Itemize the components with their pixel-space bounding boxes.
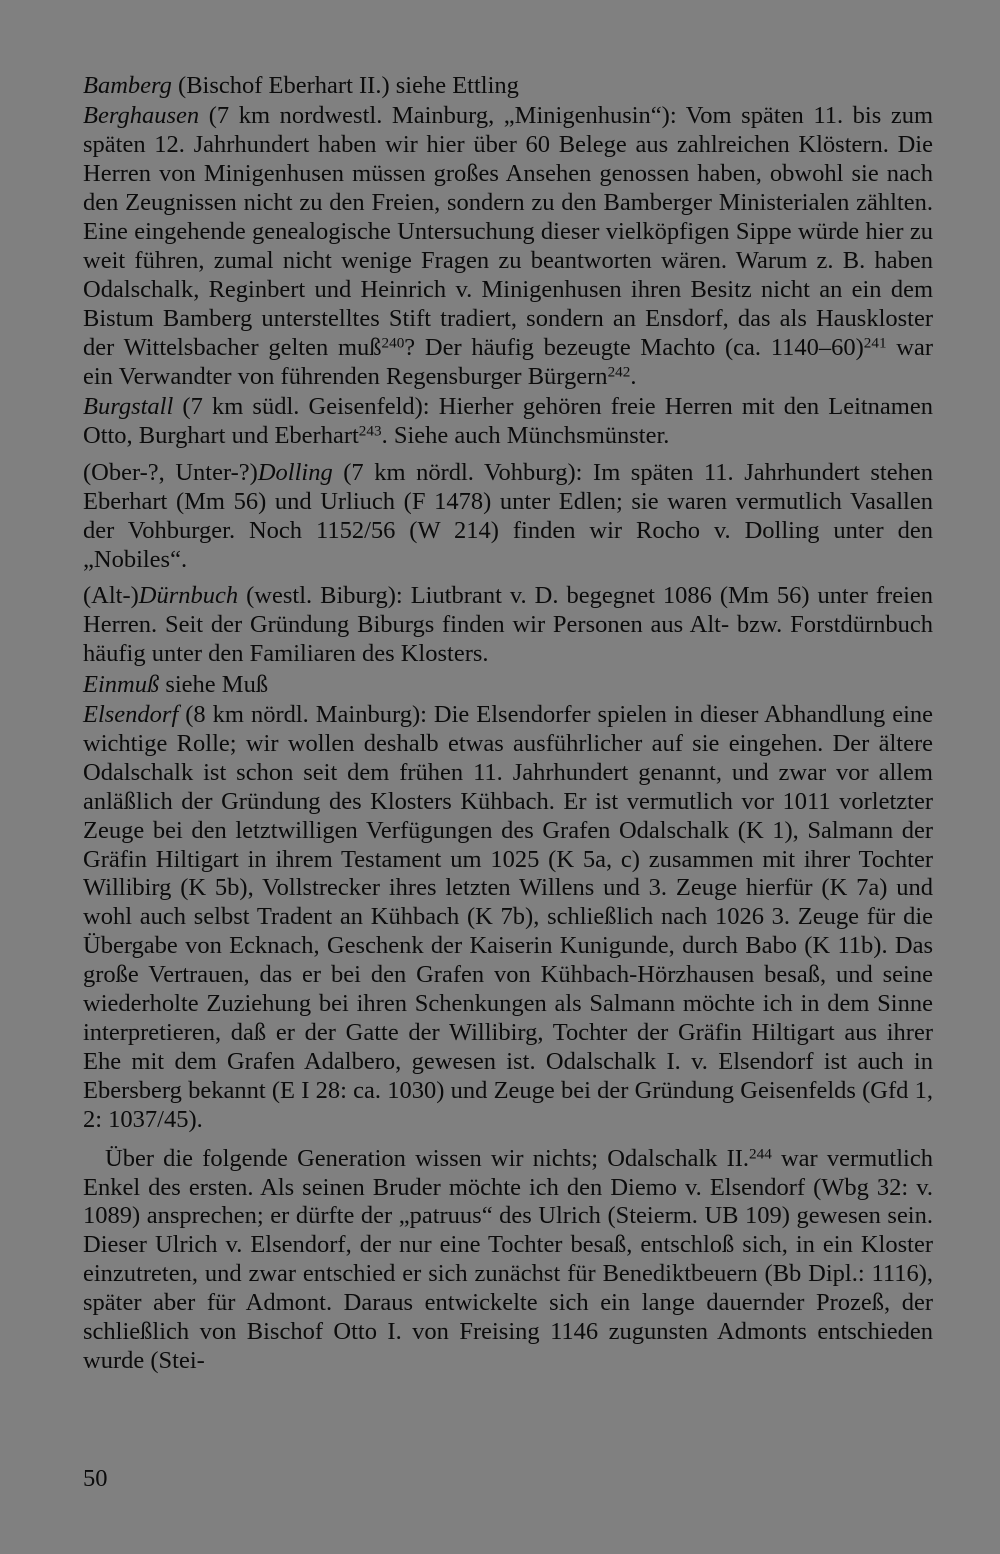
entry-keyword: Einmuß xyxy=(83,670,160,698)
footnote-marker: 244 xyxy=(749,1145,772,1163)
entry-text: . Siehe auch Münchsmünster. xyxy=(381,421,670,449)
entry-keyword: Dürnbuch xyxy=(138,582,239,610)
entry-burgstall xyxy=(83,393,933,451)
entry-keyword: Dolling xyxy=(257,458,333,486)
main-text xyxy=(83,72,933,1376)
entry-prefix: (Ober-?, Unter-?) xyxy=(83,458,258,486)
footnote-marker: 243 xyxy=(358,422,382,440)
entry-text: (westl. Biburg): Liutbrant v. D. begegnet 1086 (Mm 56) unter freien Herren. Seit der Gründung Biburgs finden wir Personen aus Alt- bzw. Forstdürnbuch häufig unter den Familiaren des Klosters. xyxy=(83,582,933,668)
entry-elsendorf xyxy=(83,701,933,1135)
entry-text: (7 km südl. Geisenfeld): Hierher gehören freie Herren mit den Leitnamen Otto, Burghart und Eberhart xyxy=(83,392,933,449)
entry-text: ? Der häufig bezeugte Machto (ca. 1140–60) xyxy=(404,333,864,361)
entry-text: (8 km nördl. Mainburg): Die Elsendorfer spielen in dieser Abhandlung eine wichtige Rolle; wir wollen deshalb etwas ausführlicher auf sie eingehen. Der ältere Odalschalk ist schon seit dem frühen 11. Jahrhundert genannt, und zwar vor allem anläßlich der Gründung des Klosters Kühbach. Er ist vermutlich vor 1011 vorletzter Zeuge bei den letztwilligen Verfügungen des Grafen Odalschalk (K 1), Salmann der Gräfin Hiltigart in ihrem Testament um 1025 (K 5a, c) zusammen mit ihrer Tochter Willibirg (K 5b), Vollstrecker ihres letzten Willens und 3. Zeuge hierfür (K 7a) und wohl auch selbst Tradent an Kühbach (K 7b), schließlich nach 1026 3. Zeuge für die Übergabe von Ecknach, Geschenk der Kaiserin Kunigunde, durch Babo (K 11b). Das große Vertrauen, das er bei den Grafen von Kühbach-Hörzhausen besaß, und seine wiederholte Zuziehung bei ihren Schenkungen als Salmann möchte ich in dem Sinne interpretieren, daß er der Gatte der Willibirg, Tochter der Gräfin Hiltigart aus ihrer Ehe mit dem Grafen Adalbero, gewesen ist. Odalschalk I. v. Elsendorf ist auch in Ebersberg bekannt (E I 28: ca. 1030) und Zeuge bei der Gründung Geisenfelds (Gfd 1, 2: 1037/45). xyxy=(83,701,933,1133)
entry-berghausen xyxy=(83,102,933,391)
footnote-marker: 241 xyxy=(863,334,887,352)
paragraph-text: war vermutlich Enkel des ersten. Als seinen Bruder möchte ich den Diemo v. Elsendorf (Wbg 32: v. 1089) ansprechen; er dürfte der „patruus“ des Ulrich (Steierm. UB 109) gewesen sein. Dieser Ulrich v. Elsendorf, der nur eine Tochter besaß, entschloß sich, in ein Kloster einzutreten, und zwar entschied er sich zunächst für Benediktbeuern (Bb Dipl.: 1116), später aber für Admont. Daraus entwickelte sich ein lange dauernder Prozeß, der schließlich von Bischof Otto I. von Freising 1146 zugunsten Admonts entschieden wurde (Stei- xyxy=(83,1144,933,1374)
entry-text: . xyxy=(630,362,637,390)
entry-keyword: Elsendorf xyxy=(83,701,179,729)
entry-text: siehe Muß xyxy=(159,670,269,698)
entry-keyword: Burgstall xyxy=(83,392,174,420)
footnote-marker: 242 xyxy=(607,362,631,380)
entry-duernbuch xyxy=(83,582,933,669)
entry-keyword: Berghausen xyxy=(83,102,200,130)
footnote-marker: 240 xyxy=(381,334,405,352)
entry-keyword: Bamberg xyxy=(83,72,172,99)
paragraph-text: Über die folgende Generation wissen wir nichts; Odalschalk II. xyxy=(105,1144,750,1172)
entry-bamberg xyxy=(83,72,933,101)
entry-text: (7 km nördl. Vohburg): Im späten 11. Jahrhundert stehen Eberhart (Mm 56) und Urliuch (F 1478) unter Edlen; sie waren vermutlich Vasallen der Vohburger. Noch 1152/56 (W 214) finden wir Rocho v. Dolling unter den „Nobiles“. xyxy=(83,458,933,573)
entry-einmuss xyxy=(83,671,933,700)
entry-prefix: (Alt-) xyxy=(83,582,139,610)
entry-text: war ein Verwandter von führenden Regensburger Bürgern xyxy=(83,333,933,390)
entry-text: (7 km nordwestl. Mainburg, „Minigenhusin“): Vom späten 11. bis zum späten 12. Jahrhundert haben wir hier über 60 Belege aus zahlreichen Klöstern. Die Herren von Minigenhusen müssen großes Ansehen genossen haben, obwohl sie nach den Zeugnissen nicht zu den Freien, sondern zu den Bamberger Ministerialen zählten. Eine eingehende genealogische Untersuchung dieser vielköpfigen Sippe würde hier zu weit führen, zumal nicht wenige Fragen zu beantworten wären. Warum z. B. haben Odalschalk, Reginbert und Heinrich v. Minigenhusen ihren Besitz nicht an ein dem Bistum Bamberg unterstelltes Stift tradiert, sondern an Ensdorf, das als Hauskloster der Wittelsbacher gelten muß xyxy=(83,102,933,361)
entry-dolling xyxy=(83,459,933,575)
page-number: 50 xyxy=(83,1465,108,1492)
entry-text: (Bischof Eberhart II.) siehe Ettling xyxy=(171,72,519,99)
paragraph-elsendorf-continued xyxy=(83,1145,933,1376)
